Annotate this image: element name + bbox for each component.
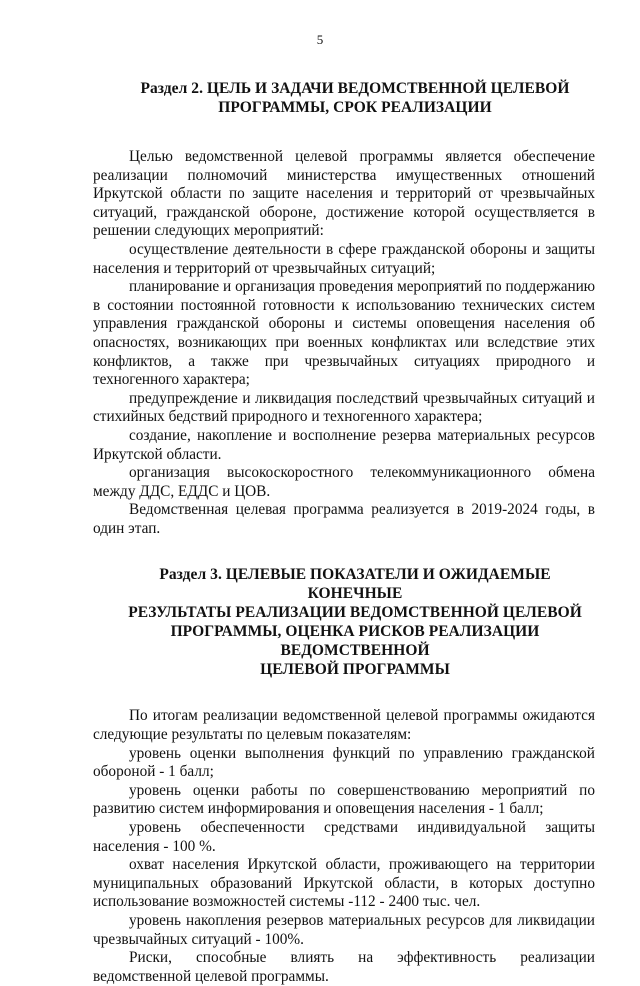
section-3-heading-line: РЕЗУЛЬТАТЫ РЕАЛИЗАЦИИ ВЕДОМСТВЕННОЙ ЦЕЛЕВОЙ <box>128 604 582 622</box>
section-2-paragraph: Целью ведомственной целевой программы является обеспечение реализации полномочий министерства имущественных отношений Иркутской области по защите населения и территорий от чрезвычайных ситуаций, гражданской обороне, достижение которой осуществляется в решении следующих мероприятий: <box>93 148 595 240</box>
section-3-paragraph: Риски, способные влиять на эффективность реализации ведомственной целевой программы. <box>93 949 595 985</box>
section-3-paragraph: уровень накопления резервов материальных ресурсов для ликвидации чрезвычайных ситуаций - 100%. <box>93 912 595 948</box>
section-3-paragraph: уровень оценки выполнения функций по управлению гражданской обороной - 1 балл; <box>93 744 595 781</box>
section-2-heading <box>93 79 595 117</box>
section-2-paragraph: осуществление деятельности в сфере гражданской обороны и защиты населения и территорий от чрезвычайных ситуаций; <box>93 240 595 277</box>
section-2-paragraph: Ведомственная целевая программа реализуется в 2019-2024 годы, в один этап. <box>93 501 595 537</box>
section-3-paragraph: уровень оценки работы по совершенствованию мероприятий по развитию систем информирования и оповещения населения - 1 балл; <box>93 781 595 818</box>
section-3-paragraph: По итогам реализации ведомственной целевой программы ожидаются следующие результаты по целевым показателям: <box>93 707 595 744</box>
section-3-paragraph: охват населения Иркутской области, проживающего на территории муниципальных образований Иркутской области, в которых доступно использование возможностей системы -112 - 2400 тыс. чел. <box>93 856 595 911</box>
section-2-heading-line: ПРОГРАММЫ, СРОК РЕАЛИЗАЦИИ <box>218 99 492 116</box>
section-2-paragraph: организация высокоскоростного телекоммуникационного обмена между ДДС, ЕДДС и ЦОВ. <box>93 464 595 500</box>
section-2-paragraph: предупреждение и ликвидация последствий чрезвычайных ситуаций и стихийных бедствий природного и техногенного характера; <box>93 389 595 426</box>
section-3-heading <box>93 565 595 679</box>
section-3-heading-line: ПРОГРАММЫ, ОЦЕНКА РИСКОВ РЕАЛИЗАЦИИ ВЕДОМСТВЕННОЙ <box>170 623 540 660</box>
section-2-heading-line: Раздел 2. ЦЕЛЬ И ЗАДАЧИ ВЕДОМСТВЕННОЙ ЦЕЛЕВОЙ <box>140 80 570 97</box>
section-2-paragraph: создание, накопление и восполнение резерва материальных ресурсов Иркутской области. <box>93 426 595 463</box>
section-3-paragraph: уровень обеспеченности средствами индивидуальной защиты населения - 100 %. <box>93 819 595 855</box>
section-3-heading-line: ЦЕЛЕВОЙ ПРОГРАММЫ <box>260 661 450 679</box>
section-2-paragraph: планирование и организация проведения мероприятий по поддержанию в состоянии постоянной готовности к использованию технических систем управления гражданской обороны и системы оповещения населения об опасностях, возникающих при военных конфликтах или вследствие этих конфликтов, а также при чрезвычайных ситуациях природного и техногенного характера; <box>93 278 595 389</box>
page-number: 5 <box>316 32 324 47</box>
section-3-heading-line: Раздел 3. ЦЕЛЕВЫЕ ПОКАЗАТЕЛИ И ОЖИДАЕМЫЕ КОНЕЧНЫЕ <box>159 566 551 603</box>
page-content <box>93 79 595 986</box>
